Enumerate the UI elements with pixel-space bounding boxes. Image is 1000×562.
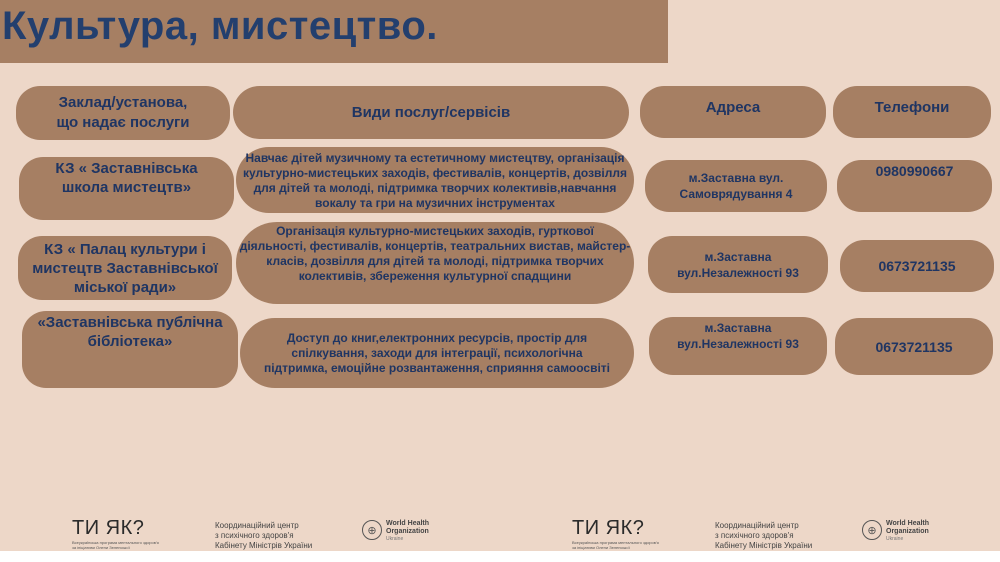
row-1-phone [837,160,992,212]
row-2-services-text: Організація культурно-мистецьких заходів, гурткової діяльності, фестивалів, концертів, театральних вистав, майстер- класів, дозвілля для дітей та молоді, підтримка творчих колективів, збереження культурної спадщини [239,224,631,283]
row-3-institution-text: «Заставнівська публічна бібліотека» [37,314,223,350]
page-title: Культура, мистецтво. [2,4,438,48]
row-3-institution [22,311,238,388]
row-2-address [648,236,828,293]
row-1-institution [19,157,234,220]
tiyak-logo-left [72,517,159,550]
row-1-address [645,160,827,212]
row-1-institution-text: КЗ « Заставнівська школа мистецтв» [55,160,198,196]
tiyak-logo-text: ТИ ЯК? [572,517,645,539]
row-1-address-text: м.Заставна вул. Самоврядування 4 [679,171,793,201]
row-3-services-text: Доступ до книг,електронних ресурсів, простір для спілкування, заходи для інтеграції, психологічна підтримка, емоційне розвантаження, сприяння самоосвіті [263,330,611,375]
row-2-phone-text: 0673721135 [878,258,956,274]
tiyak-logo-subtext: Всеукраїнська програма ментального здоров'я за ініціативи Олени Зеленської [72,540,159,550]
row-1-services [236,147,634,213]
row-3-phone-text: 0673721135 [875,338,953,355]
tiyak-logo-right [572,517,659,550]
bottom-strip [0,551,1000,562]
header-address-label: Адреса [705,99,761,116]
tiyak-logo-text: ТИ ЯК? [72,517,145,539]
row-1-services-text: Навчає дітей музичному та естетичному мистецтву, організація культурно-мистецьких заходів, фестивалів, концертів, дозвілля для дітей та молоді, підтримка творчих колективів,навчання вокалу та гри на музичних інструментах [242,151,627,210]
row-2-institution [18,236,232,300]
row-2-address-text: м.Заставна вул.Незалежності 93 [677,249,799,280]
title-band [0,0,668,63]
who-logo-left [362,520,429,542]
header-services [233,86,629,139]
globe-icon: ⊕ [362,520,382,540]
header-institution [16,86,230,140]
row-1-phone-text: 0980990667 [875,163,954,179]
coord-center-text: Координаційний центр з психічного здоров'я Кабінету Міністрів України [715,521,813,550]
row-3-address-text: м.Заставна вул.Незалежності 93 [677,321,799,351]
row-2-services [236,222,634,304]
header-institution-label: Заклад/установа, що надає послуги [56,94,190,131]
header-phones-label: Телефони [874,99,950,116]
who-text: World Health Organization [886,520,930,535]
header-address [640,86,826,138]
tiyak-logo-subtext: Всеукраїнська програма ментального здоров'я за ініціативи Олени Зеленської [572,540,659,550]
row-3-phone [835,318,993,375]
coord-center-right [715,521,812,551]
row-2-phone [840,240,994,292]
who-subtext: Ukraine [386,536,404,542]
row-3-services [240,318,634,388]
header-phones [833,86,991,138]
who-text: World Health Organization [386,520,430,535]
who-logo-right [862,520,929,542]
globe-icon: ⊕ [862,520,882,540]
row-2-institution-text: КЗ « Палац культури і мистецтв Заставнівської міської ради» [32,240,218,296]
coord-center-left [215,521,312,551]
row-3-address [649,317,827,375]
coord-center-text: Координаційний центр з психічного здоров'я Кабінету Міністрів України [215,521,313,550]
header-services-label: Види послуг/сервісів [351,103,511,121]
who-subtext: Ukraine [886,536,904,542]
